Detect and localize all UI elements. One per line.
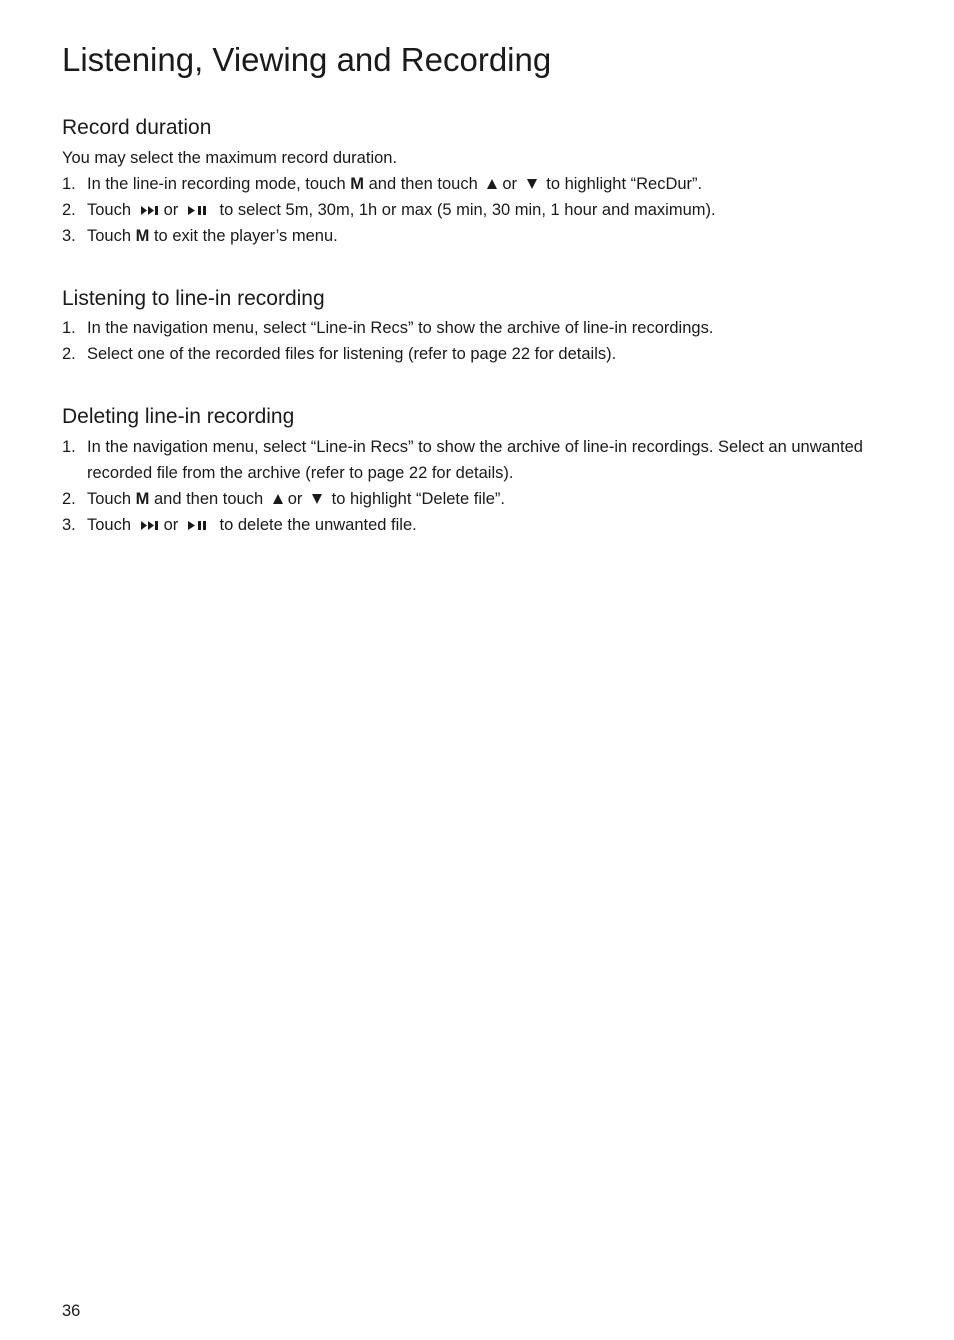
- list-item: [62, 434, 892, 486]
- play-pause-icon: [187, 520, 207, 531]
- menu-key-label: M: [135, 227, 150, 245]
- up-triangle-icon: [272, 493, 284, 505]
- skip-forward-icon: [140, 205, 160, 216]
- menu-key-label: M: [135, 490, 150, 508]
- section-deleting: [62, 403, 892, 538]
- step-number: 2.: [62, 490, 76, 508]
- list-item: [62, 512, 892, 538]
- list-item: [62, 486, 892, 512]
- step-text: Touch: [87, 516, 132, 534]
- menu-key-label: M: [350, 175, 364, 193]
- step-number: 2.: [62, 201, 76, 219]
- step-text: to exit the player’s menu.: [153, 227, 338, 245]
- section-heading-listening: Listening to line-in recording: [62, 287, 325, 310]
- step-text: to highlight “Delete file”.: [331, 490, 505, 508]
- step-text: or: [502, 175, 518, 193]
- step-number: 1.: [62, 438, 76, 456]
- step-text: In the navigation menu, select “Line-in Recs” to show the archive of line-in recordings.: [87, 319, 714, 337]
- step-text: In the line-in recording mode, touch: [87, 175, 346, 193]
- up-triangle-icon: [486, 178, 498, 190]
- down-triangle-icon: [526, 178, 538, 190]
- section-listening: [62, 285, 892, 367]
- list-item: [62, 341, 892, 367]
- step-text: or: [163, 516, 179, 534]
- play-pause-icon: [187, 205, 207, 216]
- list-item: [62, 171, 892, 197]
- step-number: 3.: [62, 227, 76, 245]
- step-text: Touch: [87, 201, 132, 219]
- step-text: or: [287, 490, 303, 508]
- list-item: [62, 197, 892, 223]
- step-number: 2.: [62, 345, 76, 363]
- step-text: to delete the unwanted file.: [219, 516, 417, 534]
- step-number: 1.: [62, 175, 76, 193]
- section-heading-deleting: Deleting line-in recording: [62, 405, 295, 428]
- step-text: Touch: [87, 490, 132, 508]
- section-record-duration: [62, 114, 892, 249]
- page-number: 36: [62, 1302, 81, 1320]
- steps-list-record-duration: [62, 171, 892, 249]
- step-number: 3.: [62, 516, 76, 534]
- skip-forward-icon: [140, 520, 160, 531]
- steps-list-deleting: [62, 434, 892, 538]
- step-text: to select 5m, 30m, 1h or max (5 min, 30 min, 1 hour and maximum).: [219, 201, 716, 219]
- page-title: Listening, Viewing and Recording: [62, 41, 552, 78]
- step-text: and then touch: [368, 175, 478, 193]
- step-number: 1.: [62, 319, 76, 337]
- intro-text: You may select the maximum record duration.: [62, 149, 398, 167]
- step-text: or: [163, 201, 179, 219]
- step-text: and then touch: [153, 490, 264, 508]
- down-triangle-icon: [311, 493, 323, 505]
- list-item: [62, 223, 892, 249]
- steps-list-listening: [62, 315, 892, 367]
- step-text: Select one of the recorded files for listening (refer to page 22 for details).: [87, 345, 617, 363]
- list-item: [62, 315, 892, 341]
- step-text: to highlight “RecDur”.: [546, 175, 703, 193]
- step-text: Touch: [87, 227, 132, 245]
- section-heading-record-duration: Record duration: [62, 116, 212, 139]
- step-text: In the navigation menu, select “Line-in Recs” to show the archive of line-in recordings. Select an unwanted recorded file from the archive (refer to page 22 for details).: [87, 438, 863, 482]
